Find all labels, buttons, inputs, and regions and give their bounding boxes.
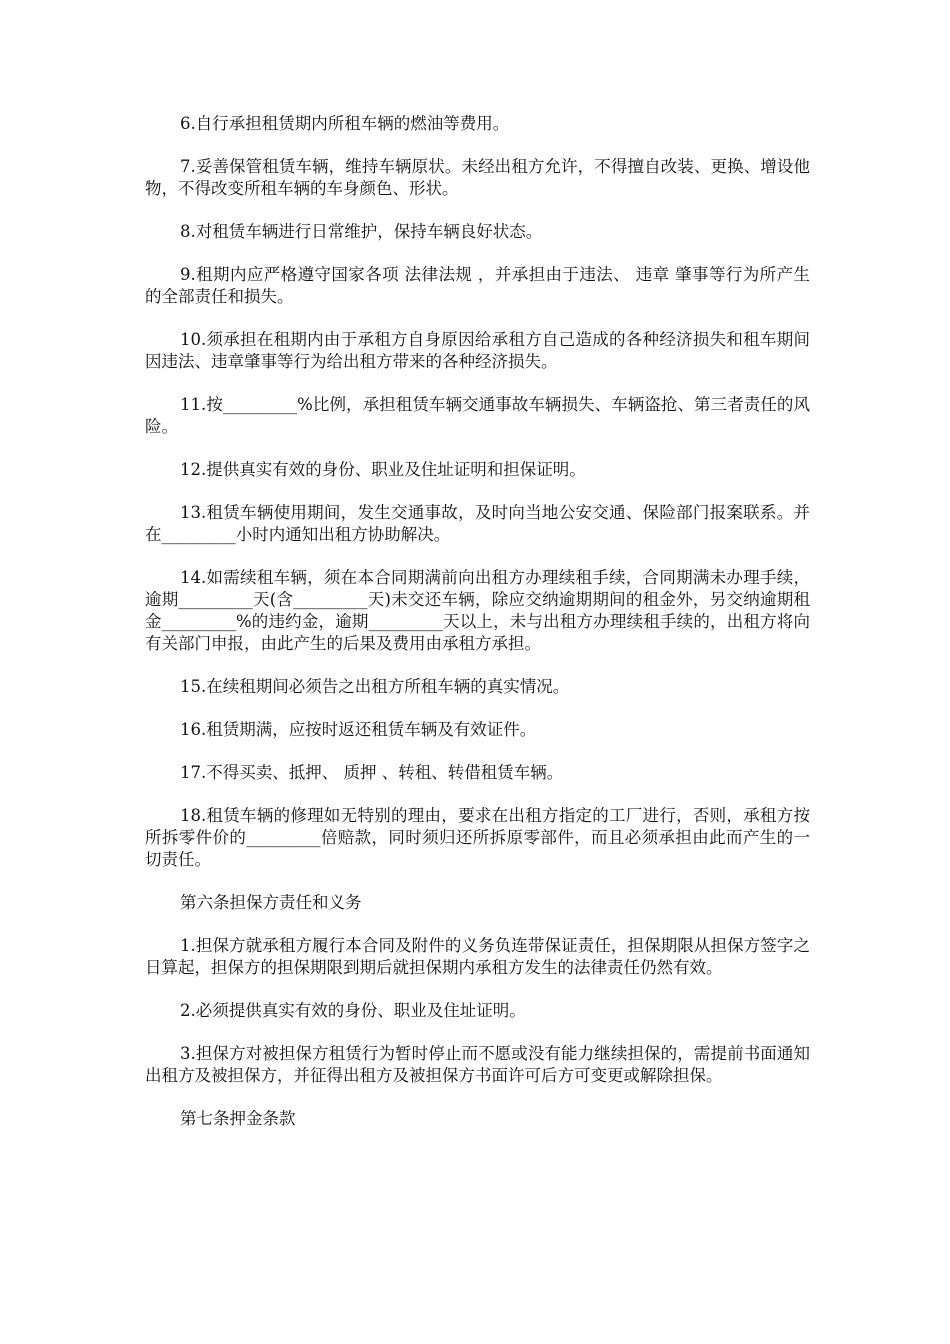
clause-17: 17.不得买卖、抵押、 质押 、转租、转借租赁车辆。	[180, 763, 564, 782]
clause-10: 10.须承担在租期内由于承租方自身原因给承租方自己造成的各种经济损失和租车期间因违法、违章肇事等行为给出租方带来的各种经济损失。	[145, 330, 810, 371]
clause-9: 9.租期内应严格遵守国家各项 法律法规 ，并承担由于违法、 违章 肇事等行为所产生的全部责任和损失。	[145, 265, 810, 306]
clause-18: 18.租赁车辆的修理如无特别的理由，要求在出租方指定的工厂进行，否则，承租方按所拆零件价的_________倍赔款，同时须归还所拆原零部件，而且必须承担由此而产生的一切责任。	[145, 806, 810, 869]
clause-8: 8.对租赁车辆进行日常维护，保持车辆良好状态。	[180, 222, 543, 241]
guarantor-clause-3: 3.担保方对被担保方租赁行为暂时停止而不愿或没有能力继续担保的，需提前书面通知出租方及被担保方，并征得出租方及被担保方书面许可后方可变更或解除担保。	[145, 1044, 810, 1085]
section-heading-article-7: 第七条押金条款	[180, 1109, 296, 1128]
clause-14: 14.如需续租车辆，须在本合同期满前向出租方办理续租手续，合同期满未办理手续，逾期_________天(含_________天)未交还车辆，除应交纳逾期期间的租金外，另交纳逾期租金_________%的违约金，逾期_________天以上，未与出租方办理续租手续的，出租方将向有关部门申报，由此产生的后果及费用由承租方承担。	[145, 568, 810, 653]
clause-13: 13.租赁车辆使用期间，发生交通事故，及时向当地公安交通、保险部门报案联系。并在_________小时内通知出租方协助解决。	[145, 503, 810, 544]
guarantor-clause-2: 2.必须提供真实有效的身份、职业及住址证明。	[180, 1001, 526, 1020]
clause-16: 16.租赁期满，应按时返还租赁车辆及有效证件。	[180, 720, 537, 739]
clause-6: 6.自行承担租赁期内所租车辆的燃油等费用。	[180, 114, 510, 133]
clause-15: 15.在续租期间必须告之出租方所租车辆的真实情况。	[180, 677, 570, 696]
clause-11: 11.按_________%比例，承担租赁车辆交通事故车辆损失、车辆盗抢、第三者责任的风险。	[145, 395, 810, 436]
clause-12: 12.提供真实有效的身份、职业及住址证明和担保证明。	[180, 460, 586, 479]
guarantor-clause-1: 1.担保方就承租方履行本合同及附件的义务负连带保证责任，担保期限从担保方签字之日算起，担保方的担保期限到期后就担保期内承租方发生的法律责任仍然有效。	[145, 936, 810, 977]
clause-7: 7.妥善保管租赁车辆，维持车辆原状。未经出租方允许，不得擅自改装、更换、增设他物，不得改变所租车辆的车身颜色、形状。	[145, 157, 810, 198]
section-heading-article-6: 第六条担保方责任和义务	[180, 893, 362, 912]
document-body	[145, 113, 810, 1151]
